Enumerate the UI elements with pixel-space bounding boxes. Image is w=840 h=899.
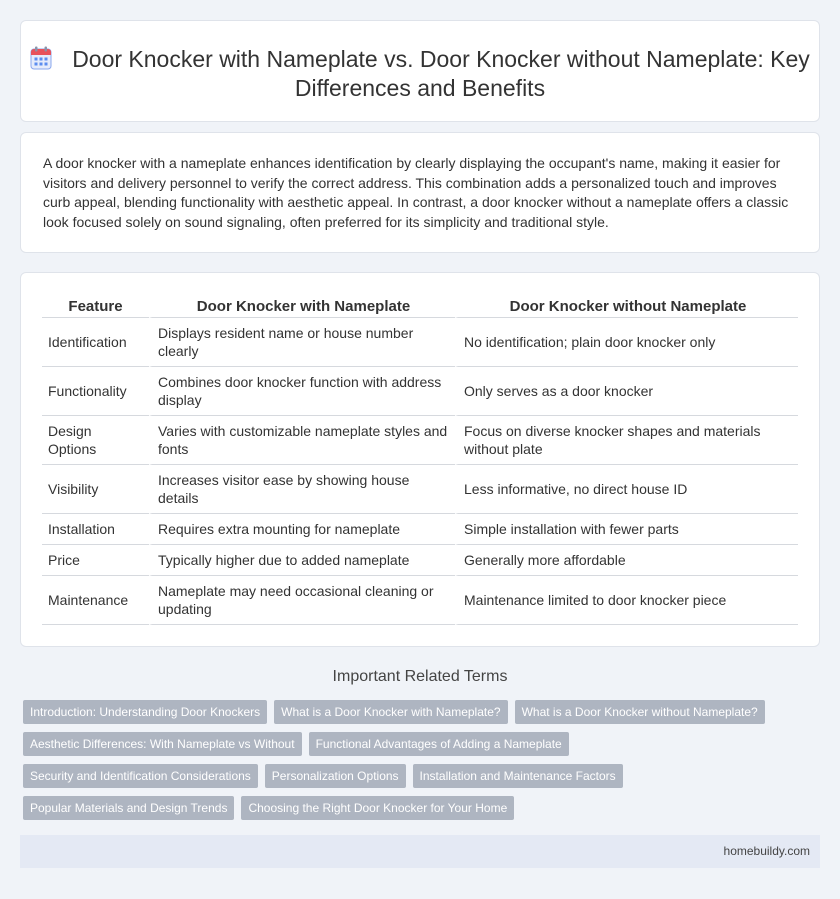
table-header-row <box>42 297 798 318</box>
related-term-tag[interactable]: Introduction: Understanding Door Knockers <box>23 700 267 724</box>
page-title-text: Door Knocker with Nameplate vs. Door Knocker without Nameplate: Key Differences and Benefits <box>72 46 810 101</box>
feature-cell: Price <box>42 545 149 576</box>
with-nameplate-cell: Increases visitor ease by showing house details <box>149 465 455 514</box>
footer <box>20 835 820 868</box>
feature-cell: Functionality <box>42 367 149 416</box>
feature-cell: Maintenance <box>42 576 149 625</box>
related-term-tag[interactable]: Security and Identification Considerations <box>23 764 258 788</box>
header-feature: Feature <box>42 297 149 318</box>
summary-text: A door knocker with a nameplate enhances identification by clearly displaying the occupant's name, making it easier for visitors and delivery personnel to verify the correct address. This combination adds a personalized touch and improves curb appeal, blending functionality with aesthetic appeal. In contrast, a door knocker without a nameplate offers a classic look focused solely on sound signaling, often preferred for its simplicity and traditional style. <box>43 155 789 230</box>
related-term-tag[interactable]: Functional Advantages of Adding a Nameplate <box>309 732 569 756</box>
with-nameplate-cell: Varies with customizable nameplate styles and fonts <box>149 416 455 465</box>
without-nameplate-cell: Simple installation with fewer parts <box>455 514 798 545</box>
table-row <box>42 367 798 416</box>
feature-cell: Identification <box>42 318 149 367</box>
related-term-tag[interactable]: Popular Materials and Design Trends <box>23 796 234 820</box>
without-nameplate-cell: Maintenance limited to door knocker piece <box>455 576 798 625</box>
with-nameplate-cell: Displays resident name or house number clearly <box>149 318 455 367</box>
feature-cell: Visibility <box>42 465 149 514</box>
related-term-tag[interactable]: What is a Door Knocker with Nameplate? <box>274 700 507 724</box>
comparison-table <box>42 297 798 625</box>
calendar-icon <box>30 46 52 70</box>
comparison-card <box>20 272 820 647</box>
header-with-nameplate: Door Knocker with Nameplate <box>149 297 455 318</box>
table-row <box>42 514 798 545</box>
header-without-nameplate: Door Knocker without Nameplate <box>455 297 798 318</box>
without-nameplate-cell: No identification; plain door knocker only <box>455 318 798 367</box>
table-row <box>42 465 798 514</box>
with-nameplate-cell: Typically higher due to added nameplate <box>149 545 455 576</box>
without-nameplate-cell: Less informative, no direct house ID <box>455 465 798 514</box>
related-term-tag[interactable]: Installation and Maintenance Factors <box>413 764 623 788</box>
title-card <box>20 20 820 122</box>
table-row <box>42 576 798 625</box>
without-nameplate-cell: Generally more affordable <box>455 545 798 576</box>
related-term-tag[interactable]: Personalization Options <box>265 764 406 788</box>
related-term-tag[interactable]: What is a Door Knocker without Nameplate? <box>515 700 765 724</box>
summary-card <box>20 132 820 253</box>
without-nameplate-cell: Only serves as a door knocker <box>455 367 798 416</box>
related-terms-list <box>23 700 823 828</box>
table-row <box>42 416 798 465</box>
footer-site-link[interactable]: homebuildy.com <box>723 844 810 858</box>
table-row <box>42 318 798 367</box>
related-term-tag[interactable]: Choosing the Right Door Knocker for Your Home <box>241 796 514 820</box>
without-nameplate-cell: Focus on diverse knocker shapes and materials without plate <box>455 416 798 465</box>
with-nameplate-cell: Requires extra mounting for nameplate <box>149 514 455 545</box>
with-nameplate-cell: Combines door knocker function with address display <box>149 367 455 416</box>
related-terms-heading: Important Related Terms <box>332 668 508 685</box>
feature-cell: Installation <box>42 514 149 545</box>
page-title <box>21 45 819 103</box>
related-term-tag[interactable]: Aesthetic Differences: With Nameplate vs Without <box>23 732 302 756</box>
feature-cell: Design Options <box>42 416 149 465</box>
table-row <box>42 545 798 576</box>
with-nameplate-cell: Nameplate may need occasional cleaning or updating <box>149 576 455 625</box>
